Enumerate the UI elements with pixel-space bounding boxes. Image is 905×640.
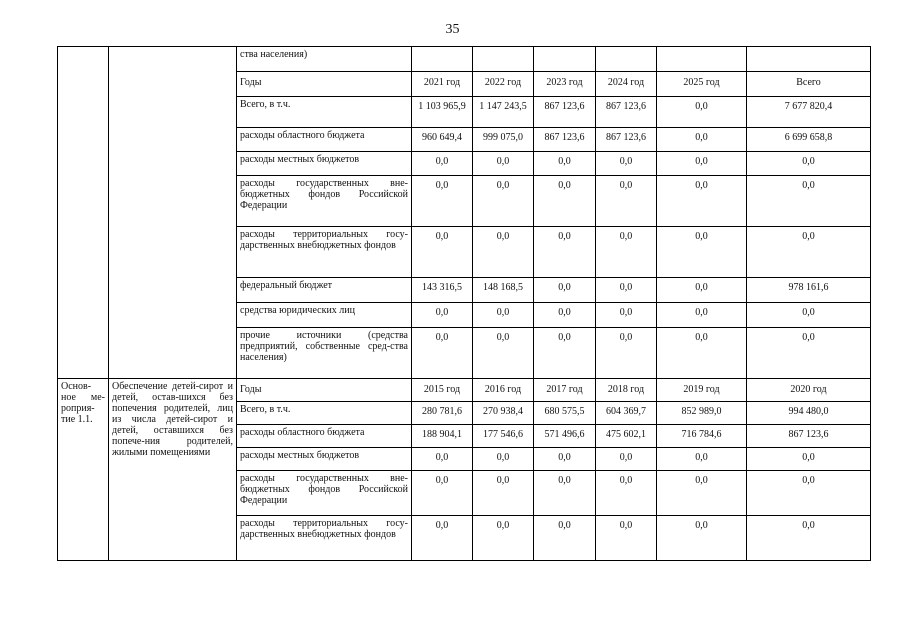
- value-cell: 0,0: [657, 448, 747, 471]
- value-cell: 867 123,6: [534, 97, 596, 128]
- row-label: расходы местных бюджетов: [237, 448, 412, 471]
- value-cell: 978 161,6: [747, 278, 871, 303]
- row-label: расходы государственных вне-бюджетных фондов Российской Федерации: [237, 471, 412, 516]
- value-cell: 0,0: [596, 516, 657, 561]
- empty-cell: [596, 47, 657, 72]
- value-cell: 0,0: [747, 328, 871, 379]
- empty-cell: [473, 47, 534, 72]
- value-cell: 867 123,6: [596, 97, 657, 128]
- row-label: расходы местных бюджетов: [237, 152, 412, 176]
- value-cell: 0,0: [473, 227, 534, 278]
- value-cell: 0,0: [596, 278, 657, 303]
- value-cell: 0,0: [657, 471, 747, 516]
- value-cell: 0,0: [534, 152, 596, 176]
- value-cell: 0,0: [412, 448, 473, 471]
- value-cell: 0,0: [412, 176, 473, 227]
- value-cell: 0,0: [596, 448, 657, 471]
- value-cell: 0,0: [596, 227, 657, 278]
- value-cell: 0,0: [596, 303, 657, 328]
- row-label: расходы областного бюджета: [237, 128, 412, 152]
- value-cell: 960 649,4: [412, 128, 473, 152]
- table-row: [58, 379, 871, 402]
- year-header: 2017 год: [534, 379, 596, 402]
- year-header: 2022 год: [473, 72, 534, 97]
- row-label: Всего, в т.ч.: [237, 402, 412, 425]
- value-cell: 0,0: [473, 152, 534, 176]
- value-cell: 0,0: [534, 328, 596, 379]
- year-header: Всего: [747, 72, 871, 97]
- value-cell: 0,0: [534, 516, 596, 561]
- value-cell: 0,0: [657, 227, 747, 278]
- years-label: Годы: [237, 72, 412, 97]
- continued-label: ства населения): [237, 47, 412, 72]
- year-header: 2016 год: [473, 379, 534, 402]
- year-header: 2018 год: [596, 379, 657, 402]
- row-label: Всего, в т.ч.: [237, 97, 412, 128]
- value-cell: 852 989,0: [657, 402, 747, 425]
- value-cell: 0,0: [657, 278, 747, 303]
- budget-table: [57, 46, 871, 561]
- year-header: 2025 год: [657, 72, 747, 97]
- value-cell: 0,0: [657, 328, 747, 379]
- value-cell: 7 677 820,4: [747, 97, 871, 128]
- blank-cell: [58, 47, 109, 379]
- value-cell: 0,0: [412, 516, 473, 561]
- value-cell: 0,0: [412, 303, 473, 328]
- measure-number: Основ-ное ме-роприя-тие 1.1.: [58, 379, 109, 561]
- row-label: расходы территориальных госу-дарственных внебюджетных фондов: [237, 516, 412, 561]
- row-label: средства юридических лиц: [237, 303, 412, 328]
- value-cell: 0,0: [534, 227, 596, 278]
- value-cell: 0,0: [473, 328, 534, 379]
- value-cell: 0,0: [473, 448, 534, 471]
- row-label: расходы областного бюджета: [237, 425, 412, 448]
- value-cell: 0,0: [412, 227, 473, 278]
- value-cell: 0,0: [747, 516, 871, 561]
- value-cell: 0,0: [657, 176, 747, 227]
- value-cell: 0,0: [596, 471, 657, 516]
- year-header: 2015 год: [412, 379, 473, 402]
- value-cell: 148 168,5: [473, 278, 534, 303]
- measure-name: Обеспечение детей-сирот и детей, остав-шихся без попечения родителей, лиц из числа детей-сирот и детей, оставшихся без попече-ния родителей, жилыми помещениями: [109, 379, 237, 561]
- value-cell: 571 496,6: [534, 425, 596, 448]
- value-cell: 0,0: [534, 176, 596, 227]
- value-cell: 0,0: [747, 448, 871, 471]
- year-header: 2021 год: [412, 72, 473, 97]
- year-header: 2020 год: [747, 379, 871, 402]
- value-cell: 0,0: [657, 516, 747, 561]
- row-label: расходы государственных вне-бюджетных фондов Российской Федерации: [237, 176, 412, 227]
- value-cell: 0,0: [657, 97, 747, 128]
- value-cell: 994 480,0: [747, 402, 871, 425]
- value-cell: 0,0: [657, 152, 747, 176]
- value-cell: 0,0: [657, 128, 747, 152]
- empty-cell: [534, 47, 596, 72]
- value-cell: 0,0: [412, 328, 473, 379]
- value-cell: 867 123,6: [534, 128, 596, 152]
- value-cell: 999 075,0: [473, 128, 534, 152]
- year-header: 2023 год: [534, 72, 596, 97]
- value-cell: 280 781,6: [412, 402, 473, 425]
- blank-cell: [109, 47, 237, 379]
- value-cell: 0,0: [747, 471, 871, 516]
- value-cell: 0,0: [747, 176, 871, 227]
- years-label: Годы: [237, 379, 412, 402]
- value-cell: 0,0: [412, 471, 473, 516]
- value-cell: 716 784,6: [657, 425, 747, 448]
- row-label: расходы территориальных госу-дарственных внебюджетных фондов: [237, 227, 412, 278]
- value-cell: 0,0: [534, 448, 596, 471]
- value-cell: 177 546,6: [473, 425, 534, 448]
- empty-cell: [412, 47, 473, 72]
- empty-cell: [747, 47, 871, 72]
- page-number: 35: [445, 22, 460, 37]
- table-row: [58, 47, 871, 72]
- value-cell: 0,0: [596, 176, 657, 227]
- value-cell: 0,0: [596, 152, 657, 176]
- value-cell: 0,0: [473, 303, 534, 328]
- value-cell: 0,0: [473, 516, 534, 561]
- value-cell: 188 904,1: [412, 425, 473, 448]
- value-cell: 270 938,4: [473, 402, 534, 425]
- value-cell: 0,0: [747, 227, 871, 278]
- value-cell: 0,0: [657, 303, 747, 328]
- table-body: [58, 47, 871, 561]
- value-cell: 0,0: [534, 303, 596, 328]
- value-cell: 604 369,7: [596, 402, 657, 425]
- value-cell: 0,0: [534, 278, 596, 303]
- value-cell: 1 103 965,9: [412, 97, 473, 128]
- value-cell: 0,0: [596, 328, 657, 379]
- row-label: федеральный бюджет: [237, 278, 412, 303]
- value-cell: 867 123,6: [596, 128, 657, 152]
- empty-cell: [657, 47, 747, 72]
- value-cell: 0,0: [412, 152, 473, 176]
- value-cell: 0,0: [747, 152, 871, 176]
- value-cell: 0,0: [747, 303, 871, 328]
- value-cell: 867 123,6: [747, 425, 871, 448]
- value-cell: 1 147 243,5: [473, 97, 534, 128]
- value-cell: 475 602,1: [596, 425, 657, 448]
- value-cell: 0,0: [473, 471, 534, 516]
- value-cell: 680 575,5: [534, 402, 596, 425]
- value-cell: 143 316,5: [412, 278, 473, 303]
- value-cell: 6 699 658,8: [747, 128, 871, 152]
- value-cell: 0,0: [534, 471, 596, 516]
- year-header: 2024 год: [596, 72, 657, 97]
- value-cell: 0,0: [473, 176, 534, 227]
- row-label: прочие источники (средства предприятий, собственные сред-ства населения): [237, 328, 412, 379]
- year-header: 2019 год: [657, 379, 747, 402]
